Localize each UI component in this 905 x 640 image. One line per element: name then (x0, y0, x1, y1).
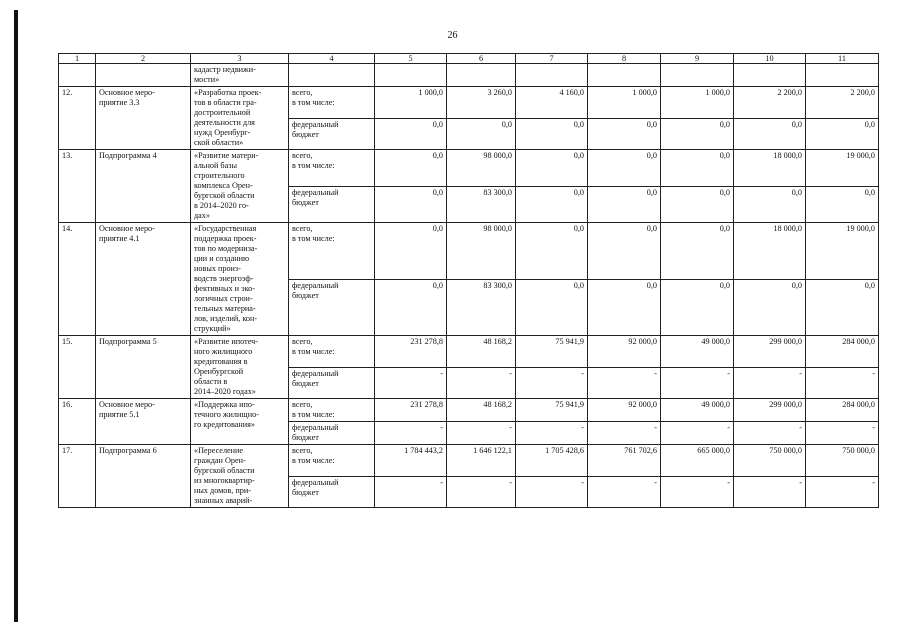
federal-value: 0,0 (806, 186, 879, 223)
row-name: Основное меро- приятие 5.1 (96, 399, 191, 445)
total-value: 3 260,0 (447, 87, 516, 119)
total-value: 1 646 122,1 (447, 445, 516, 477)
total-value: 49 000,0 (661, 336, 734, 368)
column-number-header: 3 (191, 54, 289, 64)
federal-value: - (588, 422, 661, 445)
total-value: 1 000,0 (661, 87, 734, 119)
federal-value: - (516, 422, 588, 445)
total-value: 1 000,0 (588, 87, 661, 119)
total-value: 18 000,0 (734, 223, 806, 280)
federal-value: 0,0 (588, 186, 661, 223)
federal-value: - (734, 367, 806, 399)
page-number: 26 (447, 30, 458, 41)
row-description: «Поддержка ипо- течного жилищно- го кредитования» (191, 399, 289, 445)
federal-value: 0,0 (375, 279, 447, 336)
table-row (59, 223, 879, 280)
cell (588, 64, 661, 87)
total-value: 49 000,0 (661, 399, 734, 422)
federal-value: - (516, 367, 588, 399)
row-number: 14. (59, 223, 96, 336)
row-number: 12. (59, 87, 96, 150)
row-description: «Разработка проек- тов в области гра- достроительной деятельности для нужд Оренбург- ской области» (191, 87, 289, 150)
total-value: 19 000,0 (806, 223, 879, 280)
total-label: всего, в том числе: (289, 336, 375, 368)
federal-label: федеральный бюджет (289, 367, 375, 399)
cell (375, 64, 447, 87)
federal-value: - (447, 367, 516, 399)
total-value: 2 200,0 (734, 87, 806, 119)
total-value: 750 000,0 (806, 445, 879, 477)
table-row (59, 150, 879, 187)
total-value: 92 000,0 (588, 336, 661, 368)
federal-value: - (447, 476, 516, 508)
row-name: Основное меро- приятие 4.1 (96, 223, 191, 336)
column-number-header: 2 (96, 54, 191, 64)
total-value: 1 784 443,2 (375, 445, 447, 477)
total-value: 284 000,0 (806, 399, 879, 422)
total-value: 48 168,2 (447, 399, 516, 422)
row-description: «Переселение граждан Орен- бургской области из многоквартир- ных домов, при- знанных аварий- (191, 445, 289, 508)
total-value: 0,0 (516, 223, 588, 280)
total-label: всего, в том числе: (289, 150, 375, 187)
total-value: 48 168,2 (447, 336, 516, 368)
federal-value: - (375, 476, 447, 508)
table-body (59, 54, 879, 508)
federal-value: - (806, 476, 879, 508)
row-number: 13. (59, 150, 96, 223)
row-number: 16. (59, 399, 96, 445)
federal-value: - (806, 367, 879, 399)
continuation-description: кадастр недвижи- мости» (191, 64, 289, 87)
total-value: 0,0 (588, 223, 661, 280)
total-value: 1 000,0 (375, 87, 447, 119)
federal-value: 0,0 (661, 186, 734, 223)
total-value: 2 200,0 (806, 87, 879, 119)
total-label: всего, в том числе: (289, 87, 375, 119)
total-value: 75 941,9 (516, 399, 588, 422)
federal-value: - (734, 422, 806, 445)
total-value: 0,0 (375, 150, 447, 187)
total-value: 98 000,0 (447, 223, 516, 280)
table-row (59, 87, 879, 119)
total-value: 1 705 428,6 (516, 445, 588, 477)
federal-value: - (375, 422, 447, 445)
total-value: 19 000,0 (806, 150, 879, 187)
cell (447, 64, 516, 87)
federal-label: федеральный бюджет (289, 186, 375, 223)
federal-value: 0,0 (516, 279, 588, 336)
federal-label: федеральный бюджет (289, 279, 375, 336)
total-value: 231 278,8 (375, 336, 447, 368)
federal-value: 0,0 (588, 118, 661, 150)
total-value: 4 160,0 (516, 87, 588, 119)
row-name: Подпрограмма 6 (96, 445, 191, 508)
federal-value: 0,0 (806, 118, 879, 150)
total-value: 665 000,0 (661, 445, 734, 477)
federal-value: - (516, 476, 588, 508)
cell (289, 64, 375, 87)
total-value: 0,0 (588, 150, 661, 187)
cell (96, 64, 191, 87)
row-name: Основное меро- приятие 3.3 (96, 87, 191, 150)
federal-value: 0,0 (588, 279, 661, 336)
federal-value: 0,0 (661, 279, 734, 336)
row-number: 17. (59, 445, 96, 508)
total-value: 0,0 (516, 150, 588, 187)
federal-value: - (661, 476, 734, 508)
total-label: всего, в том числе: (289, 223, 375, 280)
column-number-header: 8 (588, 54, 661, 64)
federal-value: 0,0 (734, 186, 806, 223)
program-funding-table (58, 53, 879, 508)
column-number-row (59, 54, 879, 64)
table-row (59, 445, 879, 477)
cell (734, 64, 806, 87)
federal-value: 0,0 (375, 118, 447, 150)
cell (806, 64, 879, 87)
cell (661, 64, 734, 87)
federal-value: - (734, 476, 806, 508)
total-value: 299 000,0 (734, 336, 806, 368)
total-value: 750 000,0 (734, 445, 806, 477)
column-number-header: 4 (289, 54, 375, 64)
federal-value: 0,0 (806, 279, 879, 336)
column-number-header: 9 (661, 54, 734, 64)
row-description: «Развитие ипотеч- ного жилищного кредитования в Оренбургской области в 2014–2020 годах» (191, 336, 289, 399)
table-row (59, 336, 879, 368)
table-row (59, 399, 879, 422)
federal-value: 0,0 (375, 186, 447, 223)
federal-value: - (806, 422, 879, 445)
column-number-header: 5 (375, 54, 447, 64)
row-name: Подпрограмма 5 (96, 336, 191, 399)
federal-label: федеральный бюджет (289, 476, 375, 508)
cell (516, 64, 588, 87)
federal-value: - (447, 422, 516, 445)
total-value: 18 000,0 (734, 150, 806, 187)
total-value: 92 000,0 (588, 399, 661, 422)
total-label: всего, в том числе: (289, 399, 375, 422)
column-number-header: 10 (734, 54, 806, 64)
federal-value: 0,0 (516, 186, 588, 223)
total-value: 284 000,0 (806, 336, 879, 368)
federal-value: - (661, 367, 734, 399)
scan-margin-bar (14, 10, 18, 622)
federal-value: - (588, 367, 661, 399)
column-number-header: 7 (516, 54, 588, 64)
federal-value: 0,0 (447, 118, 516, 150)
federal-label: федеральный бюджет (289, 422, 375, 445)
column-number-header: 11 (806, 54, 879, 64)
total-value: 299 000,0 (734, 399, 806, 422)
total-value: 231 278,8 (375, 399, 447, 422)
federal-label: федеральный бюджет (289, 118, 375, 150)
federal-value: 83 300,0 (447, 186, 516, 223)
total-value: 761 702,6 (588, 445, 661, 477)
row-description: «Государственная поддержка проек- тов по модерниза- ции и созданию новых произ- водств энергоэф- фективных и эко- логичных строи- тельных материа- лов, изделий, кон- струкций» (191, 223, 289, 336)
column-number-header: 6 (447, 54, 516, 64)
row-number: 15. (59, 336, 96, 399)
federal-value: 0,0 (734, 118, 806, 150)
federal-value: - (588, 476, 661, 508)
federal-value: - (661, 422, 734, 445)
total-value: 0,0 (661, 223, 734, 280)
total-value: 75 941,9 (516, 336, 588, 368)
federal-value: - (375, 367, 447, 399)
cell (59, 64, 96, 87)
federal-value: 0,0 (516, 118, 588, 150)
continuation-row (59, 64, 879, 87)
row-name: Подпрограмма 4 (96, 150, 191, 223)
total-value: 0,0 (375, 223, 447, 280)
total-value: 0,0 (661, 150, 734, 187)
row-description: «Развитие матери- альной базы строительного комплекса Орен- бургской области в 2014–2020 го- дах» (191, 150, 289, 223)
total-label: всего, в том числе: (289, 445, 375, 477)
column-number-header: 1 (59, 54, 96, 64)
federal-value: 83 300,0 (447, 279, 516, 336)
federal-value: 0,0 (734, 279, 806, 336)
federal-value: 0,0 (661, 118, 734, 150)
total-value: 98 000,0 (447, 150, 516, 187)
